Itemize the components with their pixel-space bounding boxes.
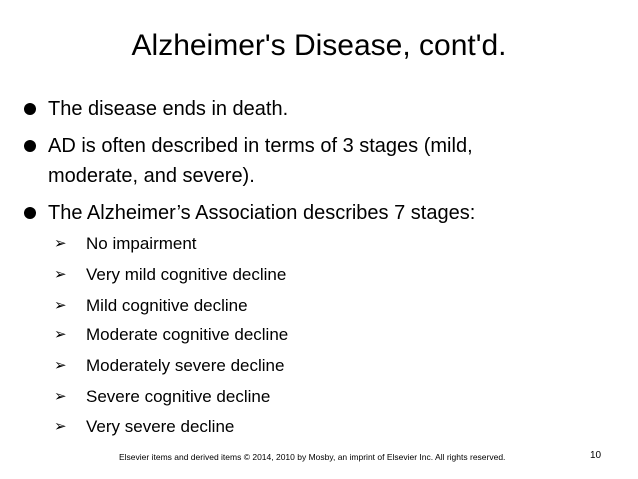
bullet-item: The Alzheimer’s Association describes 7 stages:: [48, 202, 476, 224]
slide-title: Alzheimer's Disease, cont'd.: [131, 29, 507, 62]
stage-item: Mild cognitive decline: [86, 296, 248, 315]
stage-item: Very mild cognitive decline: [86, 265, 287, 284]
arrow-bullet-icon: ➢: [54, 418, 67, 435]
arrow-bullet-icon: ➢: [54, 388, 67, 405]
bullet-dot: [24, 207, 36, 219]
bullet-dot: [24, 140, 36, 152]
bullet-dot: [24, 103, 36, 115]
bullet-item: The disease ends in death.: [48, 98, 289, 120]
arrow-bullet-icon: ➢: [54, 266, 67, 283]
stage-item: Moderate cognitive decline: [86, 325, 289, 344]
arrow-bullet-icon: ➢: [54, 235, 67, 252]
page-number: 10: [590, 450, 602, 461]
copyright-footer: Elsevier items and derived items © 2014, 2010 by Mosby, an imprint of Elsevier Inc. All rights reserved.: [119, 452, 506, 462]
stage-item: Moderately severe decline: [86, 356, 285, 375]
stage-item: Severe cognitive decline: [86, 387, 271, 406]
stage-item: No impairment: [86, 234, 197, 253]
arrow-bullet-icon: ➢: [54, 357, 67, 374]
bullet-item-continuation: moderate, and severe).: [48, 165, 255, 187]
stage-item: Very severe decline: [86, 417, 235, 436]
bullet-item: AD is often described in terms of 3 stages (mild,: [48, 135, 473, 157]
arrow-bullet-icon: ➢: [54, 326, 67, 343]
arrow-bullet-icon: ➢: [54, 297, 67, 314]
